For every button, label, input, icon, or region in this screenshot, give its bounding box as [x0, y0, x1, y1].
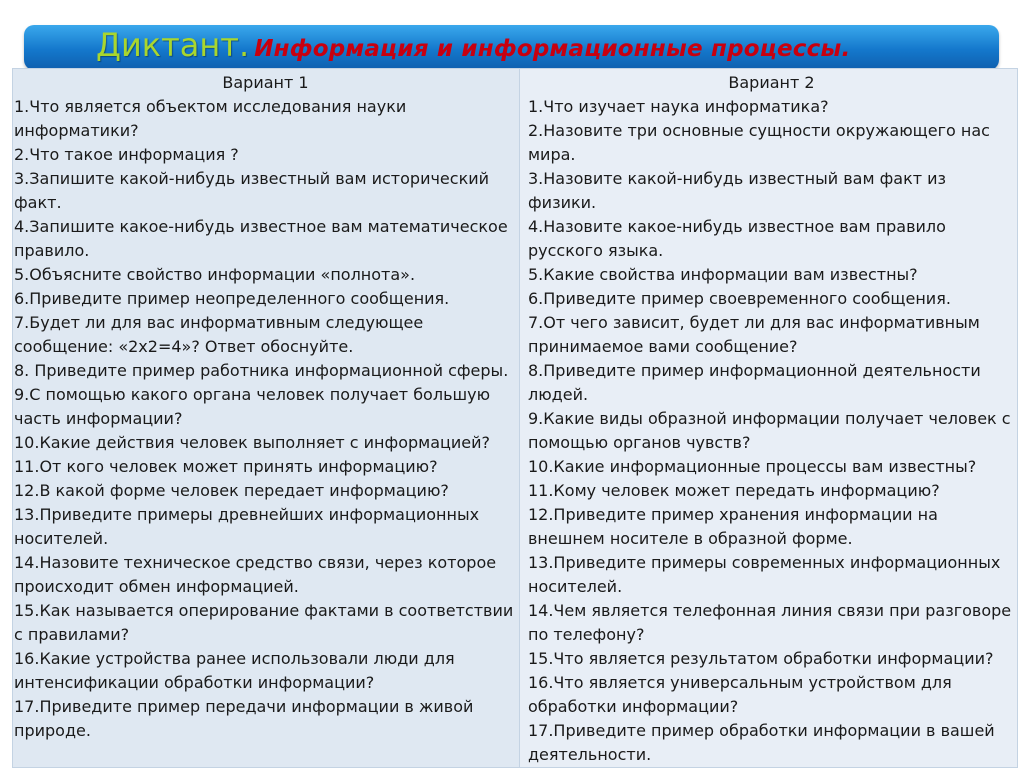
- question-item: 6.Приведите пример своевременного сообщения.: [527, 289, 951, 308]
- question-item: 6.Приведите пример неопределенного сообщения.: [14, 289, 450, 308]
- question-item: 8. Приведите пример работника информационной сферы.: [14, 361, 509, 380]
- question-item: 16.Какие устройства ранее использовали люди для интенсификации обработки информации?: [14, 649, 455, 692]
- question-item: 3.Запишите какой-нибудь известный вам исторический факт.: [14, 169, 490, 212]
- question-item: 1.Что является объектом исследования науки информатики?: [14, 97, 407, 140]
- question-item: 15.Что является результатом обработки информации?: [527, 649, 994, 668]
- question-item: 9.С помощью какого органа человек получает большую часть информации?: [14, 385, 491, 428]
- question-item: 9.Какие виды образной информации получает человек с помощью органов чувств?: [527, 409, 1011, 452]
- variant-2-heading: Вариант 2: [728, 73, 815, 92]
- dictation-table: [12, 68, 1018, 768]
- question-item: 4.Запишите какое-нибудь известное вам математическое правило.: [14, 217, 508, 260]
- question-item: 11.Кому человек может передать информацию?: [527, 481, 940, 500]
- question-item: 16.Что является универсальным устройством для обработки информации?: [527, 673, 952, 716]
- question-item: 10.Какие действия человек выполняет с информацией?: [14, 433, 491, 452]
- question-item: 5.Объясните свойство информации «полнота».: [14, 265, 416, 284]
- question-item: 14.Чем является телефонная линия связи при разговоре по телефону?: [527, 601, 1012, 644]
- title-topic: Информация и информационные процессы.: [254, 36, 851, 62]
- question-item: 1.Что изучает наука информатика?: [527, 97, 829, 116]
- slide-title: [96, 24, 850, 66]
- question-item: 13.Приведите примеры современных информационных носителей.: [527, 553, 1001, 596]
- title-lead: Диктант.: [96, 26, 250, 64]
- variant-2-list: [528, 95, 1015, 767]
- question-item: 7.Будет ли для вас информативным следующее сообщение: «2x2=4»? Ответ обоснуйте.: [14, 313, 424, 356]
- question-item: 10.Какие информационные процессы вам известны?: [527, 457, 977, 476]
- question-item: 15.Как называется оперирование фактами в соответствии с правилами?: [14, 601, 514, 644]
- question-item: 12.В какой форме человек передает информацию?: [14, 481, 449, 500]
- question-item: 4.Назовите какое-нибудь известное вам правило русского языка.: [527, 217, 946, 260]
- variant-1-heading: Вариант 1: [222, 73, 309, 92]
- question-item: 7.От чего зависит, будет ли для вас информативным принимаемое вами сообщение?: [527, 313, 980, 356]
- variant-2-column: [520, 69, 1017, 767]
- variant-1-list: [14, 95, 517, 743]
- question-item: 17.Приведите пример передачи информации в живой природе.: [14, 697, 474, 740]
- variant-1-column: [13, 69, 520, 767]
- question-item: 2.Что такое информация ?: [14, 145, 239, 164]
- question-item: 17.Приведите пример обработки информации в вашей деятельности.: [527, 721, 995, 764]
- question-item: 5.Какие свойства информации вам известны?: [527, 265, 918, 284]
- question-item: 11.От кого человек может принять информацию?: [14, 457, 438, 476]
- question-item: 13.Приведите примеры древнейших информационных носителей.: [14, 505, 480, 548]
- question-item: 8.Приведите пример информационной деятельности людей.: [527, 361, 981, 404]
- question-item: 12.Приведите пример хранения информации на внешнем носителе в образной форме.: [527, 505, 938, 548]
- question-item: 14.Назовите техническое средство связи, через которое происходит обмен информацией.: [14, 553, 497, 596]
- question-item: 3.Назовите какой-нибудь известный вам факт из физики.: [527, 169, 947, 212]
- question-item: 2.Назовите три основные сущности окружающего нас мира.: [527, 121, 990, 164]
